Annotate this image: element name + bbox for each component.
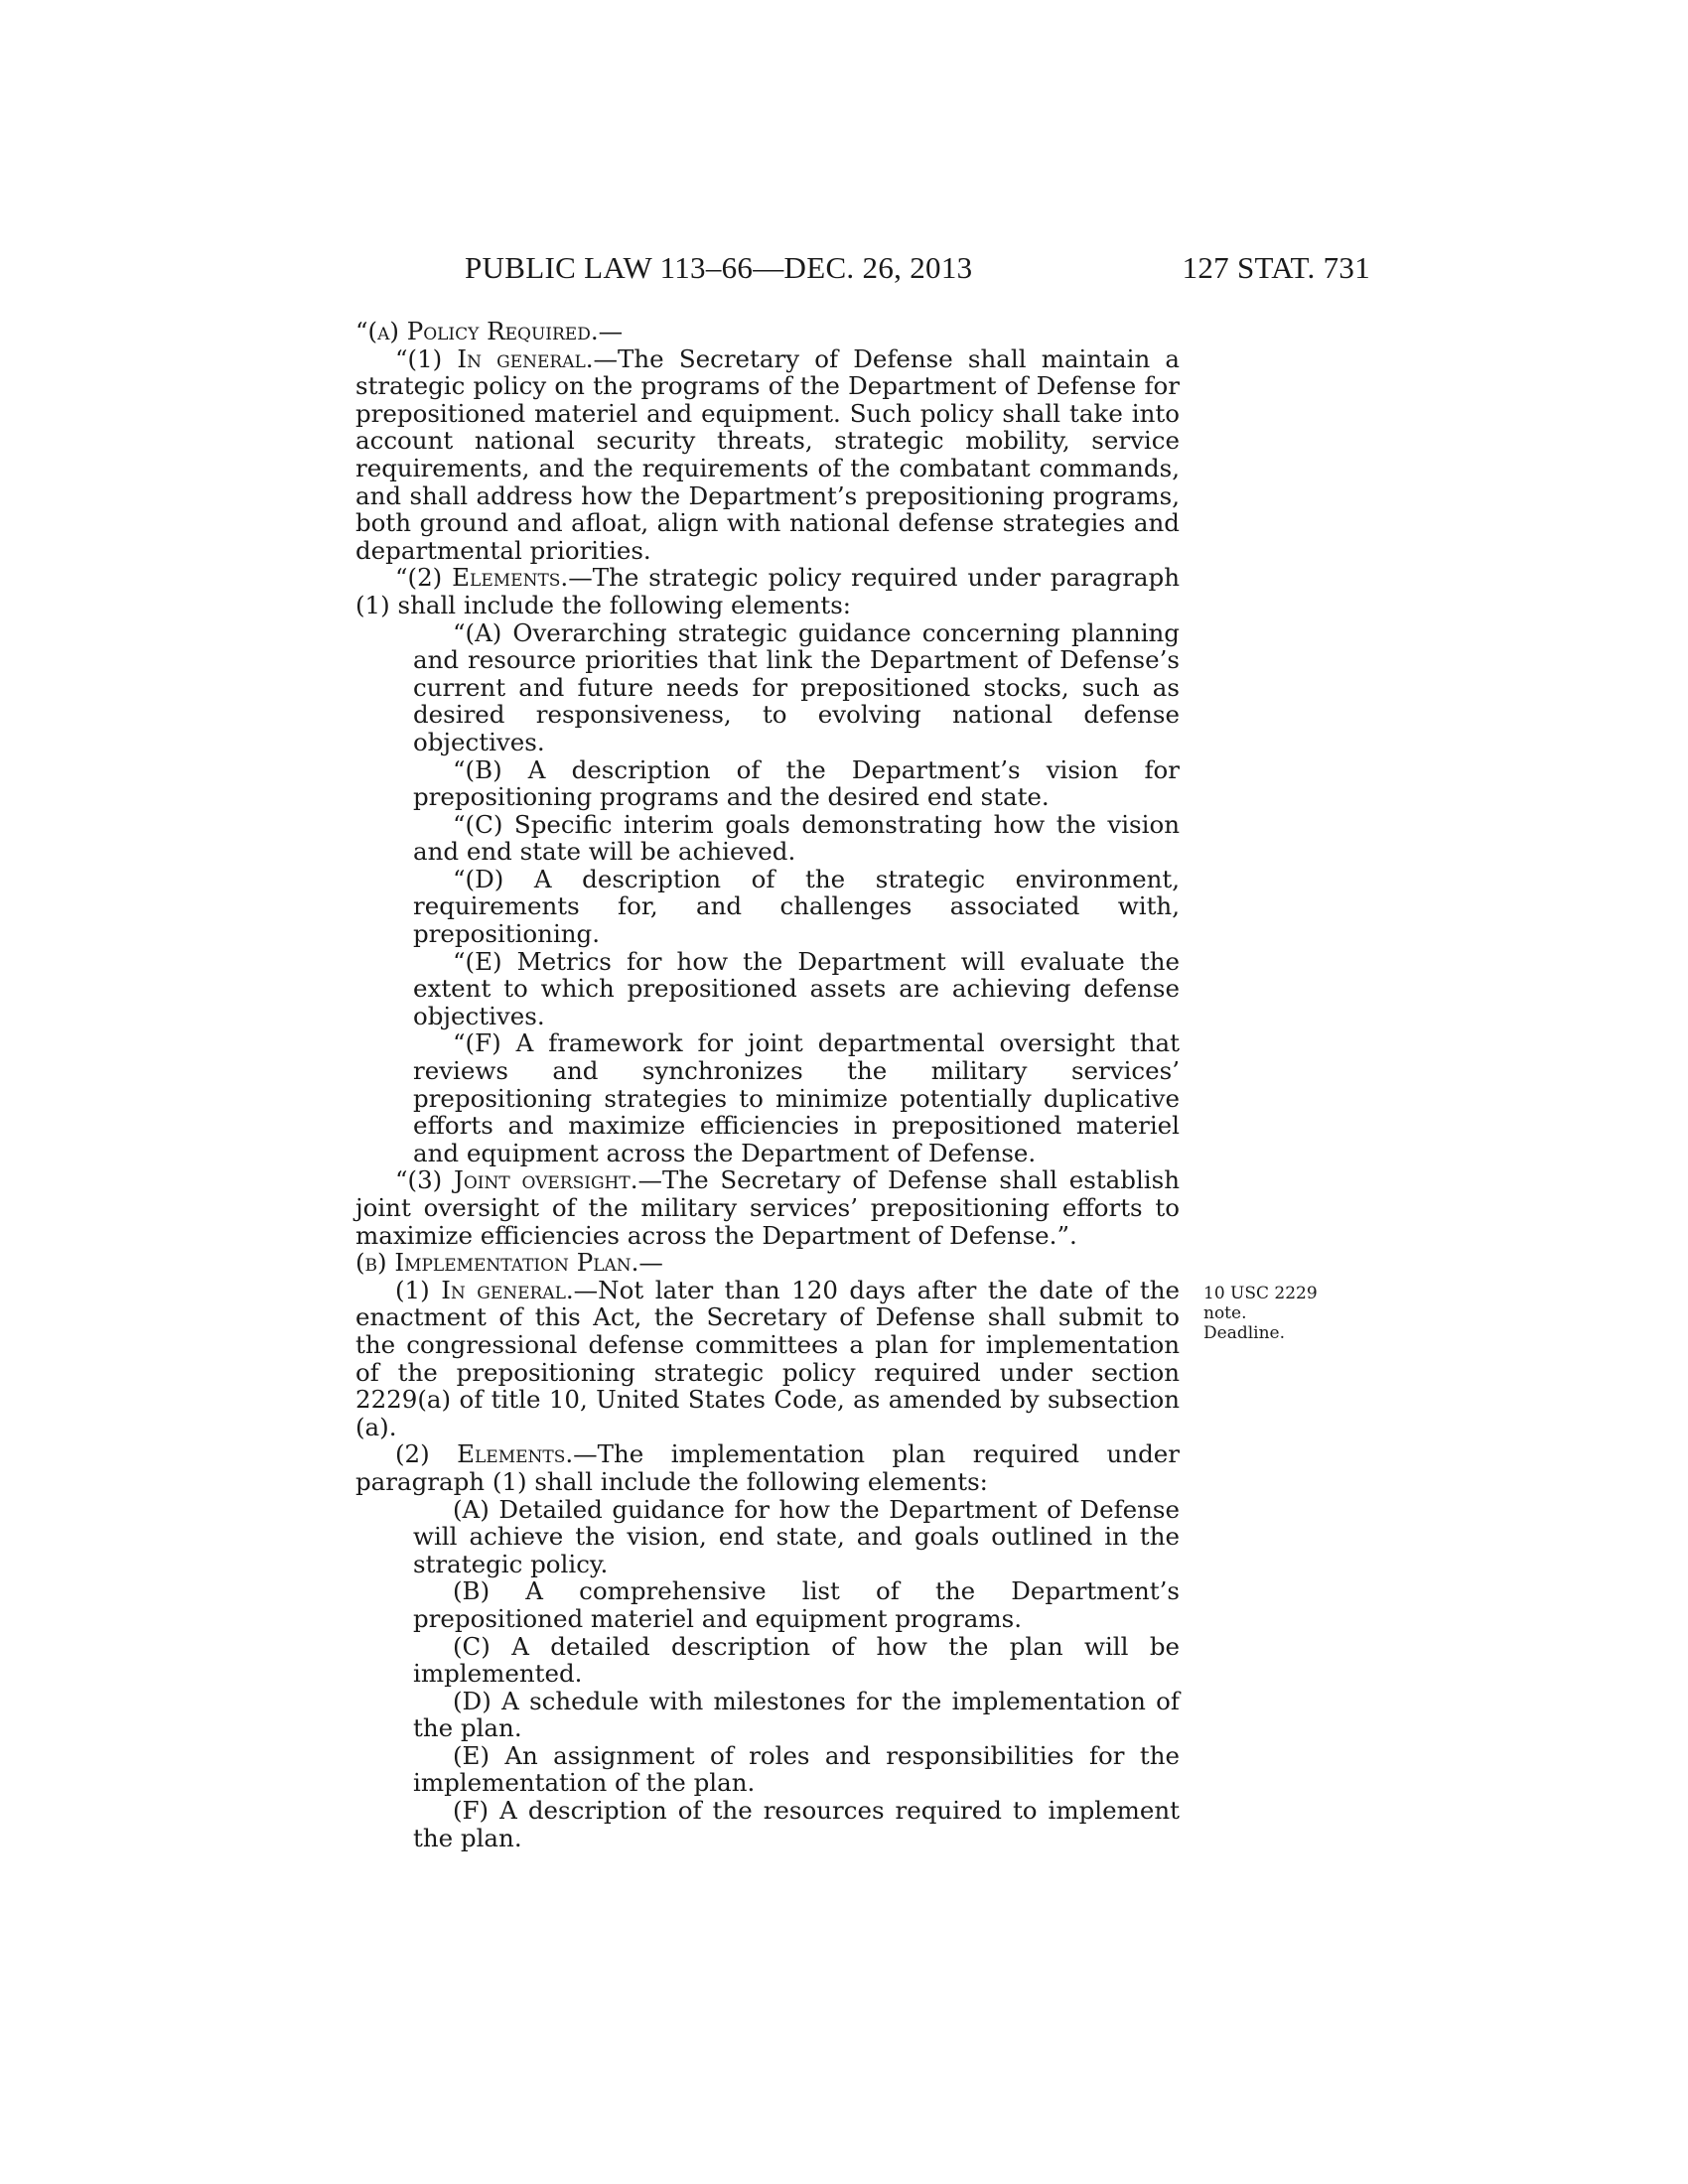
subparagraph-a-2-A: “(A) Overarching strategic guidance concerning planning and resource priorities that link the Department of Defense’s current and future needs for prepositioned stocks, such as desired responsiveness, to evolving national defense objectives. bbox=[413, 617, 1180, 756]
paragraph-a-3: “(3) Joint oversight.—The Secretary of Defense shall establish joint oversight of the military services’ prepositioning efforts to maximize efficiencies across the Department of Defense.”. bbox=[355, 1165, 1180, 1250]
paragraph-a-2: “(2) Elements.—The strategic policy required under paragraph (1) shall include the following elements: bbox=[355, 563, 1180, 619]
running-head-page-number: 127 STAT. 731 bbox=[1182, 250, 1370, 285]
paragraph-a-1: “(1) In general.—The Secretary of Defense shall maintain a strategic policy on the programs of the Department of Defense for prepositioned materiel and equipment. Such policy shall take into account national security threats, strategic mobility, service requirements, and the requirements of the combatant commands, and shall address how the Department’s prepositioning programs, both ground and afloat, align with national defense strategies and departmental priorities. bbox=[355, 343, 1180, 565]
subparagraph-a-2-F: “(F) A framework for joint departmental oversight that reviews and synchronizes the military services’ prepositioning strategies to minimize potentially duplicative efforts and maximize efficiencies in prepositioned materiel and equipment across the Department of Defense. bbox=[413, 1028, 1180, 1167]
subparagraph-b-2-F: (F) A description of the resources required to implement the plan. bbox=[413, 1796, 1180, 1852]
margin-note bbox=[1203, 1284, 1352, 1343]
subparagraph-a-2-D: “(D) A description of the strategic environment, requirements for, and challenges associated with, prepositioning. bbox=[413, 864, 1180, 949]
subparagraph-b-2-C: (C) A detailed description of how the plan will be implemented. bbox=[413, 1631, 1180, 1689]
subparagraph-b-2-D: (D) A schedule with milestones for the implementation of the plan. bbox=[413, 1686, 1180, 1743]
margin-note-note: note. bbox=[1203, 1303, 1247, 1323]
running-head bbox=[465, 250, 1370, 290]
margin-note-deadline: Deadline. bbox=[1203, 1323, 1285, 1343]
subsection-heading-a: “(a) Policy Required.— bbox=[355, 317, 624, 345]
paragraph-b-1: (1) In general.—Not later than 120 days after the date of the enactment of this Act, the Secretary of Defense shall submit to the congressional defense committees a plan for implementation of the prepositioning strategic policy required under section 2229(a) of title 10, United States Code, as amended by subsection (a). bbox=[355, 1275, 1181, 1441]
subparagraph-b-2-B: (B) A comprehensive list of the Department’s prepositioned materiel and equipment programs. bbox=[413, 1576, 1180, 1633]
subparagraph-a-2-C: “(C) Specific interim goals demonstrating how the vision and end state will be achieved. bbox=[413, 809, 1180, 867]
subparagraph-a-2-E: “(E) Metrics for how the Department will evaluate the extent to which prepositioned assets are achieving defense objectives. bbox=[413, 946, 1180, 1030]
subparagraph-a-2-B: “(B) A description of the Department’s vision for prepositioning programs and the desired end state. bbox=[413, 754, 1180, 812]
body-text bbox=[355, 318, 1180, 1851]
subparagraph-b-2-A: (A) Detailed guidance for how the Department of Defense will achieve the vision, end state, and goals outlined in the strategic policy. bbox=[413, 1494, 1180, 1578]
subparagraph-b-2-E: (E) An assignment of roles and responsibilities for the implementation of the plan. bbox=[413, 1740, 1180, 1798]
margin-note-citation: 10 USC 2229 bbox=[1203, 1284, 1318, 1303]
subsection-heading-b: (b) Implementation Plan.— bbox=[355, 1248, 663, 1278]
running-head-law-citation: PUBLIC LAW 113–66—DEC. 26, 2013 bbox=[465, 250, 973, 285]
paragraph-b-2: (2) Elements.—The implementation plan required under paragraph (1) shall include the following elements: bbox=[355, 1439, 1180, 1496]
